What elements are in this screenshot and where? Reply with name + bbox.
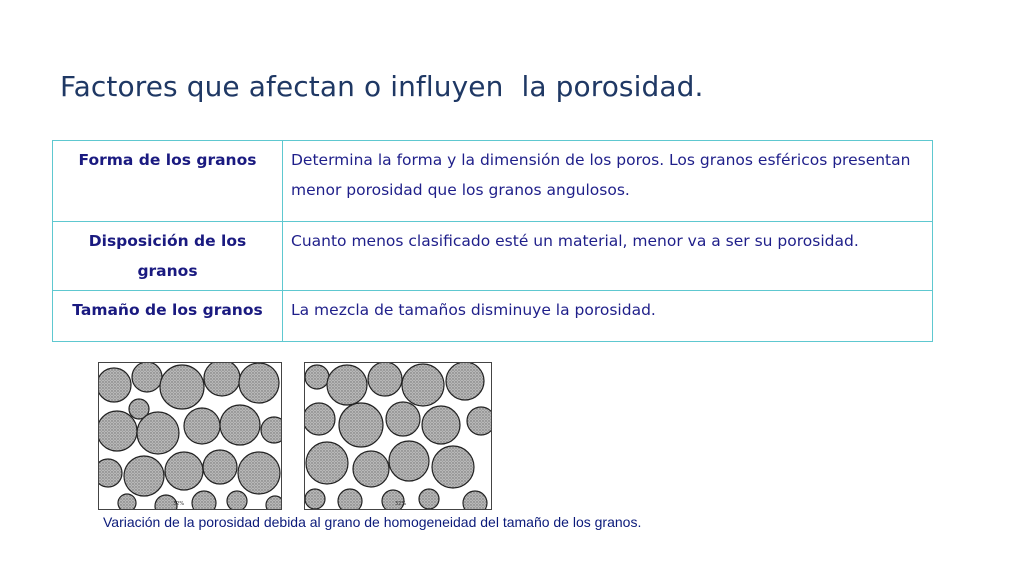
grain-packing-figure-left (98, 362, 282, 510)
factors-table (52, 140, 933, 342)
row-description: Determina la forma y la dimensión de los poros. Los granos esféricos presentan menor porosidad que los granos angulosos. (283, 141, 933, 222)
row-description: Cuanto menos clasificado esté un material, menor va a ser su porosidad. (283, 222, 933, 291)
porosity-label: 32% (395, 501, 407, 507)
row-label: Forma de los granos (53, 141, 283, 222)
grain-packing-figure-right (304, 362, 492, 510)
row-description: La mezcla de tamaños disminuye la porosidad. (283, 291, 933, 342)
slide-title: Factores que afectan o influyen la porosidad. (60, 70, 704, 103)
table-row (53, 222, 933, 291)
figure-caption: Variación de la porosidad debida al grano de homogeneidad del tamaño de los granos. (103, 514, 642, 530)
grain-packing-illustration (305, 363, 491, 509)
porosity-label: 32% (173, 501, 185, 507)
table-row (53, 141, 933, 222)
row-label: Tamaño de los granos (53, 291, 283, 342)
table-row (53, 291, 933, 342)
grain-packing-illustration (99, 363, 281, 509)
row-label: Disposición de los granos (53, 222, 283, 291)
